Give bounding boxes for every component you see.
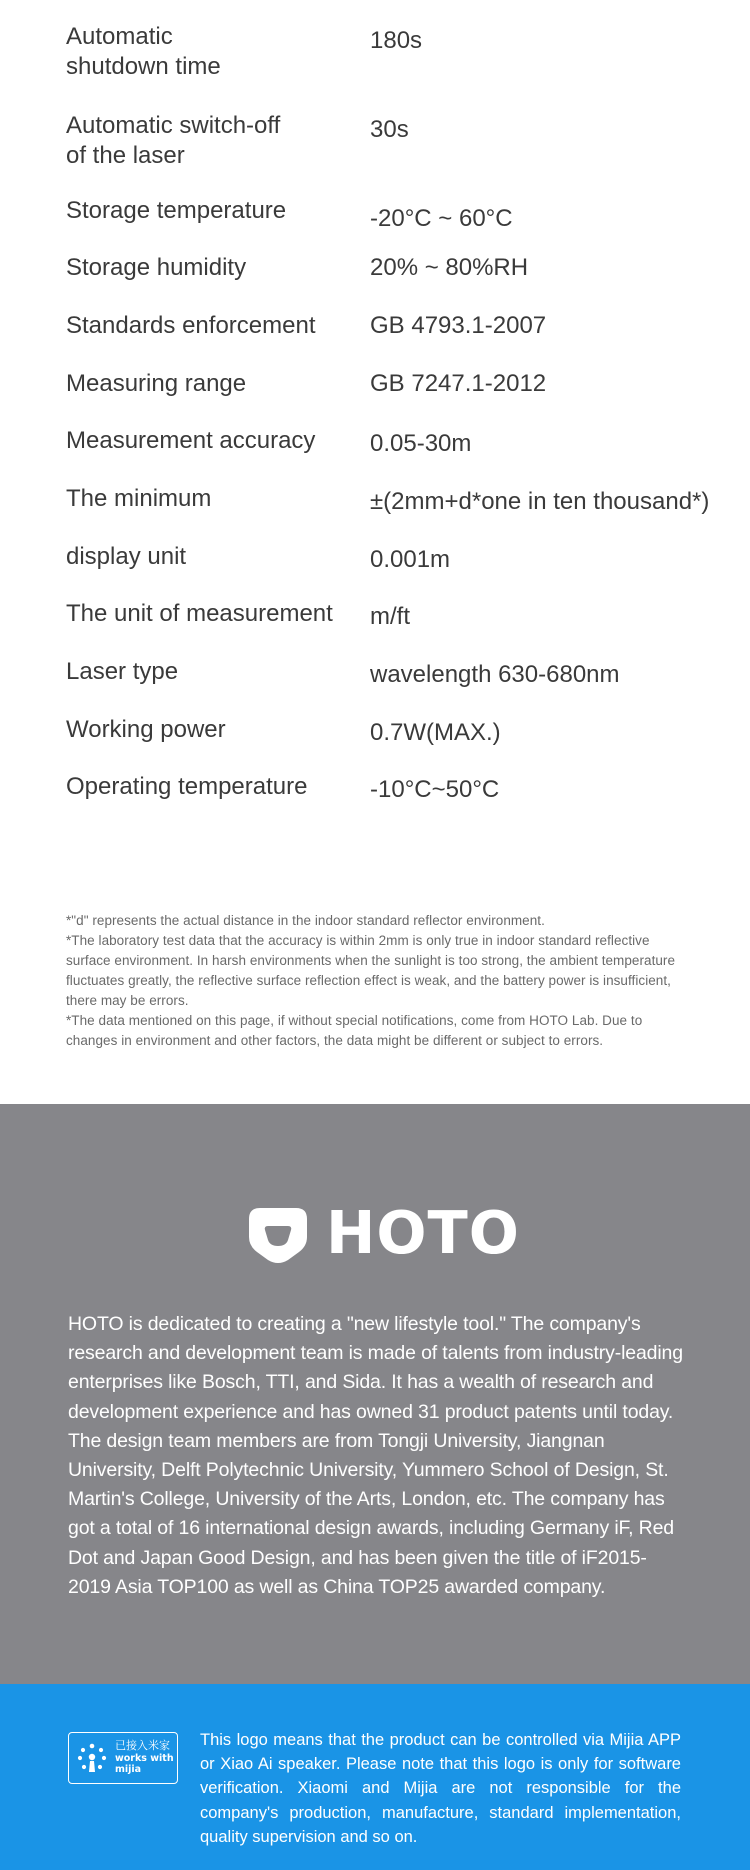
mijia-disclaimer: This logo means that the product can be controlled via Mijia APP or Xiao Ai speaker. Please note that this logo is only for software verification. Xiaomi and Mijia are not responsible for the company's production, manufacture, standard implementation, quality supervision and so on. bbox=[200, 1731, 681, 1846]
spec-value: wavelength 630-680nm bbox=[370, 661, 620, 688]
spec-value: 0.7W(MAX.) bbox=[370, 719, 501, 746]
spec-label: Measurement accuracy bbox=[66, 427, 316, 454]
hoto-logo-icon bbox=[246, 1202, 310, 1266]
footnote: *The laboratory test data that the accuracy is within 2mm is only true in indoor standard reflective surface environment. In harsh environments when the sunlight is too strong, the ambient temperature fluctuates greatly, the reflective surface reflection effect is weak, and the battery power is insufficient, there may be errors. bbox=[66, 933, 676, 1008]
spec-label: Storage humidity bbox=[66, 254, 247, 281]
spec-label: Operating temperature bbox=[66, 773, 308, 800]
spec-value: GB 4793.1-2007 bbox=[370, 312, 547, 339]
spec-label: display unit bbox=[66, 543, 187, 570]
footnote: *"d" represents the actual distance in the indoor standard reflector environment. bbox=[66, 913, 545, 928]
spec-label: Automatic switch-off of the laser bbox=[66, 112, 281, 169]
footnotes bbox=[66, 911, 688, 1051]
works-with-mijia-badge bbox=[68, 1732, 178, 1784]
hoto-logo bbox=[246, 1198, 520, 1267]
spec-value: -10°C~50°C bbox=[370, 776, 500, 803]
spec-value: 0.05-30m bbox=[370, 430, 472, 457]
spec-label: Working power bbox=[66, 716, 226, 743]
spec-label: Laser type bbox=[66, 658, 179, 685]
mijia-section bbox=[0, 1684, 750, 1870]
spec-label: Storage temperature bbox=[66, 197, 287, 224]
spec-value: 0.001m bbox=[370, 546, 451, 573]
spec-label: The unit of measurement bbox=[66, 600, 333, 627]
spec-value: m/ft bbox=[370, 603, 410, 630]
spec-value: GB 7247.1-2012 bbox=[370, 370, 547, 397]
brand-description: HOTO is dedicated to creating a "new lifestyle tool." The company's research and development team is made of talents from industry-leading enterprises like Bosch, TTI, and Sida. It has a wealth of research and development experience and has owned 31 product patents until today. The design team members are from Tongji University, Jiangnan University, Delft Polytechnic University, Yummero School of Design, St. Martin's College, University of the Arts, London, etc. The company has got a total of 16 international design awards, including Germany iF, Red Dot and Japan Good Design, and has been given the title of iF2015-2019 Asia TOP100 as well as China TOP25 awarded company. bbox=[68, 1313, 683, 1598]
spec-label: Measuring range bbox=[66, 370, 247, 397]
spec-label: The minimum bbox=[66, 485, 212, 512]
spec-value: 20% ~ 80%RH bbox=[370, 254, 529, 281]
spec-label: Automatic shutdown time bbox=[66, 23, 221, 80]
spec-label: Standards enforcement bbox=[66, 312, 316, 339]
brand-section bbox=[0, 1104, 750, 1684]
footnote: *The data mentioned on this page, if without special notifications, come from HOTO Lab. Due to changes in environment and other factors, the data might be different or subject to errors. bbox=[66, 1013, 643, 1048]
spec-value: 180s bbox=[370, 27, 423, 54]
spec-value: ±(2mm+d*one in ten thousand*) bbox=[370, 488, 710, 515]
spec-value: -20°C ~ 60°C bbox=[370, 205, 513, 232]
mijia-sun-icon bbox=[75, 1741, 109, 1775]
spec-value: 30s bbox=[370, 116, 409, 143]
hoto-logo-text: HOTO bbox=[326, 1198, 520, 1267]
badge-english-text: works with mijia bbox=[115, 1753, 174, 1775]
badge-chinese-text: 已接入米家 bbox=[115, 1739, 170, 1752]
